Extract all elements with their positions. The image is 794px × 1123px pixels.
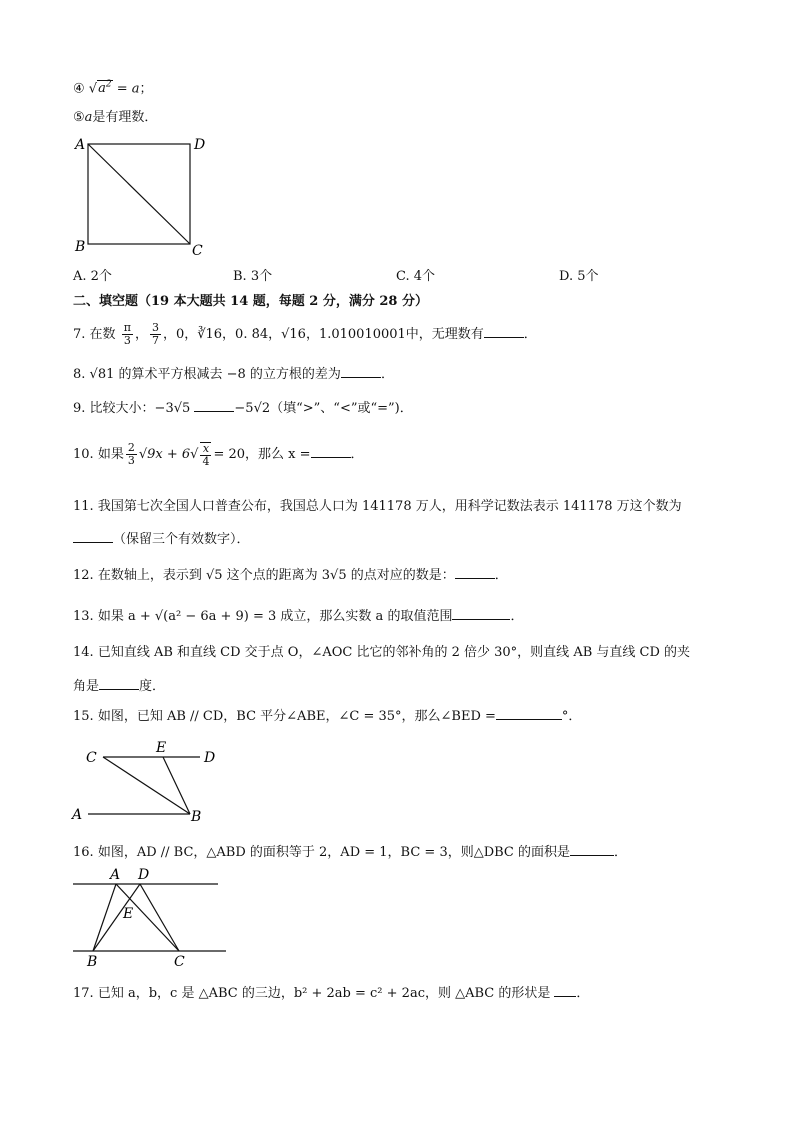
item-5-mark: ⑤ [73,110,85,125]
question-8: 8. √81 的算术平方根减去 −8 的立方根的差为 ． [73,364,394,384]
answer-blank [570,842,614,856]
figure-15 [68,736,238,826]
answer-blank [452,606,510,620]
question-11-line2: （保留三个有效数字）． [73,529,250,549]
answer-blank [554,983,576,997]
segment-ab [93,884,116,951]
label-a: A [72,807,83,823]
item-4-mark: ④ [73,81,85,97]
answer-blank [341,364,381,378]
question-7: 7. 在数 $\frac{\pi}{3}$ ， $\frac{3}{7}$ ，0，∛16，0. 8̇4̇，√16，1.010010001中，无理数有 ． [73,321,537,347]
option-b: B. 3个 [233,269,273,284]
question-10: 10. 如果 $\frac{2}{3}$ √9x + 6√ $\frac{x}{4}$ = 20，那么 x = ． [73,441,364,468]
item-4-rhs: = a [116,81,140,97]
question-15: 15. 如图，已知 AB // CD，BC 平分∠ABE，∠C = 35°，那么∠BED = °． [73,706,581,726]
fraction-pi-3: $\frac{\pi}{3}$ [123,321,131,347]
diagonal-ac [88,144,190,244]
label-d: D [204,750,216,766]
option-a: A. 2个 [73,269,112,284]
question-17: 17. 已知 a，b，c 是 △ABC 的三边，b² + 2ab = c² + 2ac，则 △ABC 的形状是 ． [73,983,589,1003]
label-e: E [123,906,134,922]
figure-16 [68,864,232,970]
question-12: 12. 在数轴上，表示到 √5 这个点的距离为 3√5 的点对应的数是： ． [73,565,508,585]
answer-blank [194,398,234,412]
fraction-2-3: $\frac{2}{3}$ [127,441,135,467]
label-b: B [87,954,98,970]
option-c: C. 4个 [396,269,436,284]
sqrt-sign: √ [88,81,98,97]
question-16: 16. 如图，AD // BC，△ABD 的面积等于 2，AD = 1，BC = 3，则△DBC 的面积是 ． [73,842,627,862]
fraction-3-7: $\frac{3}{7}$ [151,321,159,347]
label-b: B [75,239,86,255]
option-d: D. 5个 [559,269,599,284]
label-a: A [110,867,121,883]
question-11-line1: 11. 我国第七次全国人口普查公布，我国总人口为 141178 万人，用科学记数法表示 141178 万这个数为 [73,499,682,514]
segment-dc [140,884,179,951]
label-d: D [138,867,150,883]
answer-blank [311,444,351,458]
radicand: $a^2$ [98,80,112,97]
label-c: C [86,750,97,766]
label-e: E [156,740,167,756]
label-a: A [75,137,86,153]
item-4: ④ $√a^2 = a$； [73,80,153,97]
label-b: B [191,809,202,825]
question-14-line1: 14. 已知直线 AB 和直线 CD 交于点 O，∠AOC 比它的邻补角的 2 倍少 30°，则直线 AB 与直线 CD 的夹 [73,645,691,660]
item-5: ⑤a是有理数． [73,110,158,125]
answer-blank [484,324,524,338]
question-9: 9. 比较大小：−3√5 −5√2（填“>”、“<”或“=”)． [73,398,413,418]
question-13: 13. 如果 a + √(a² − 6a + 9) = 3 成立，那么实数 a 的取值范围 ． [73,606,523,626]
section-heading: 二、填空题（19 本大题共 14 题，每题 2 分，满分 28 分） [73,294,428,309]
answer-blank [496,706,562,720]
answer-blank [73,529,113,543]
answer-blank [99,676,139,690]
fraction-x-4: $\frac{x}{4}$ [202,441,210,468]
square-figure [72,134,212,258]
question-14-line2: 角是 度． [73,676,165,696]
label-c: C [174,954,185,970]
label-d: D [194,137,206,153]
label-c: C [192,243,203,258]
answer-blank [455,565,495,579]
